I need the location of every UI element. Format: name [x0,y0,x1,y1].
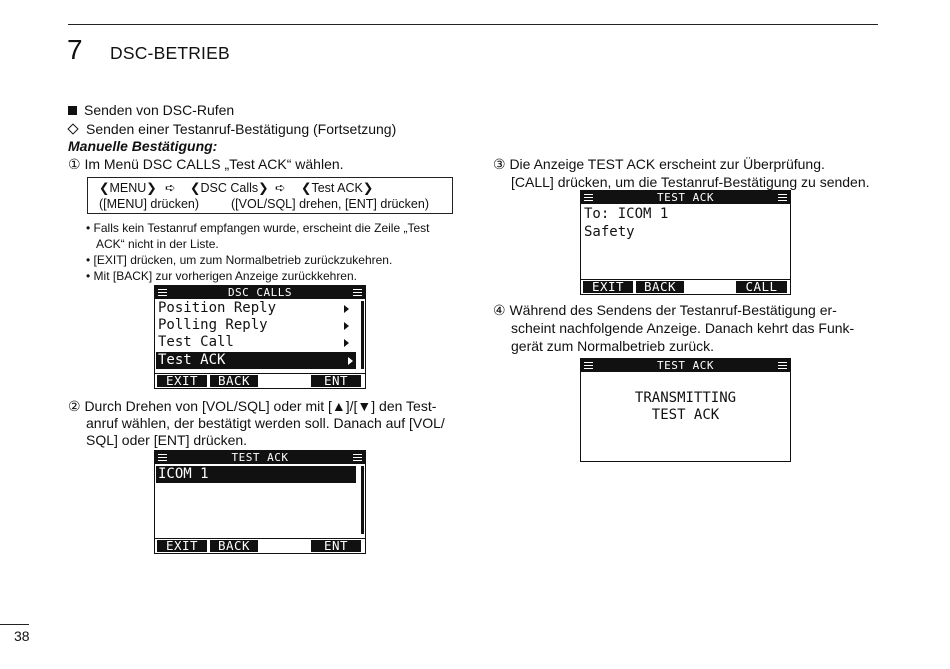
nav-test-ack: ❮Test ACK❯ [301,181,374,195]
nav-dsc-calls: ❮DSC Calls❯ [190,181,269,195]
exit-softkey[interactable]: EXIT [157,375,207,387]
exit-softkey[interactable]: EXIT [157,540,207,552]
menu-item-position-reply[interactable] [158,300,354,317]
bullet-1-line-1: • Falls kein Testanruf empfangen wurde, erscheint die Zeile „Test [86,221,430,235]
menu-item-label: Test Call [158,334,234,350]
lcd-title-bar [581,359,790,372]
step-3-line-1: ③ Die Anzeige TEST ACK erscheint zur Überprüfung. [493,156,825,172]
menu-item-label: Test ACK [158,352,226,368]
step-4-line-3: gerät zum Normalbetrieb zurück. [511,338,715,354]
chevron-right-icon [344,322,349,330]
ent-softkey[interactable]: ENT [311,540,361,552]
nav-dial-hint: ([VOL/SQL] drehen, [ENT] drücken) [231,197,429,211]
section-heading [68,101,234,119]
ent-softkey[interactable]: ENT [311,375,361,387]
transmitting-message: TRANSMITTING [634,390,737,406]
lcd-title: TEST ACK [657,359,714,372]
subsection-heading [66,120,396,138]
menu-lines-icon [353,287,362,298]
exit-softkey[interactable]: EXIT [583,281,633,293]
nav-menu-hint: ([MENU] drücken) [99,197,200,211]
lcd-test-ack-confirm [580,190,791,295]
list-item-icom-1[interactable]: ICOM 1 [156,466,356,483]
step-4-line-2: scheint nachfolgende Anzeige. Danach kehrt das Funk- [511,320,855,336]
nav-menu: ❮MENU❯ [99,181,157,195]
scrollbar[interactable] [361,466,364,534]
subsection-heading-text: Senden einer Testanruf-Bestätigung (Fortsetzung) [86,121,397,137]
nav-arrow-icon: ➪ [275,181,286,195]
back-softkey[interactable]: BACK [210,375,258,387]
step-4-line-1: ④ Während des Sendens der Testanruf-Bestätigung er- [493,302,837,318]
lcd-title: DSC CALLS [227,286,293,299]
menu-item-test-ack[interactable] [156,352,356,369]
chapter-number: 7 [67,34,83,65]
lcd-transmitting [580,358,791,462]
chevron-right-icon [348,357,353,365]
step-2-line-3: SQL] oder [ENT] drücken. [86,432,248,448]
chevron-right-icon [344,305,349,313]
chapter-title: DSC-BETRIEB [110,43,230,63]
header-rule [68,24,878,25]
nav-arrow-icon: ➪ [165,181,176,195]
manual-heading: Manuelle Bestätigung: [68,138,218,154]
call-softkey[interactable]: CALL [736,281,787,293]
menu-lines-icon [778,360,787,371]
bullet-2: • [EXIT] drücken, um zum Normalbetrieb zurückzukehren. [86,253,393,267]
diamond-bullet-icon [67,123,78,134]
bullet-3: • Mit [BACK] zur vorherigen Anzeige zurückkehren. [86,269,357,283]
square-bullet-icon [68,106,77,115]
step-2-line-2: anruf wählen, der bestätigt werden soll. Danach auf [VOL/ [86,415,445,431]
bullet-1-line-2: ACK“ nicht in der Liste. [96,237,219,251]
transmitting-subject: TEST ACK [651,407,720,423]
menu-lines-icon [584,360,593,371]
scrollbar[interactable] [361,301,364,369]
menu-item-label: Polling Reply [158,317,268,333]
softkey-bar [155,538,365,553]
softkey-bar [155,373,365,388]
lcd-title-bar [155,451,365,464]
menu-lines-icon [778,192,787,203]
menu-lines-icon [158,452,167,463]
step-1: ① Im Menü DSC CALLS „Test ACK“ wählen. [68,156,344,172]
menu-item-polling-reply[interactable] [158,317,354,334]
footer-rule [0,624,29,625]
menu-item-label: Position Reply [158,300,277,316]
back-softkey[interactable]: BACK [210,540,258,552]
menu-lines-icon [353,452,362,463]
softkey-bar [581,279,790,294]
recipient-line: To: ICOM 1 [584,206,669,222]
lcd-title: TEST ACK [231,451,289,464]
page-number: 38 [14,628,30,644]
menu-item-test-call[interactable] [158,334,354,351]
navigation-box [87,177,453,214]
chevron-right-icon [344,339,349,347]
back-softkey[interactable]: BACK [636,281,684,293]
step-3-line-2: [CALL] drücken, um die Testanruf-Bestätigung zu senden. [511,174,870,190]
menu-lines-icon [584,192,593,203]
category-line: Safety [584,224,635,240]
step-2-line-1: ② Durch Drehen von [VOL/SQL] oder mit [▲]/[▼] den Test- [68,398,437,414]
menu-lines-icon [158,287,167,298]
lcd-title-bar [581,191,790,204]
lcd-dsc-calls [154,285,366,389]
lcd-title-bar [155,286,365,299]
lcd-test-ack-list [154,450,366,554]
section-heading-text: Senden von DSC-Rufen [84,102,235,118]
lcd-title: TEST ACK [657,191,714,204]
